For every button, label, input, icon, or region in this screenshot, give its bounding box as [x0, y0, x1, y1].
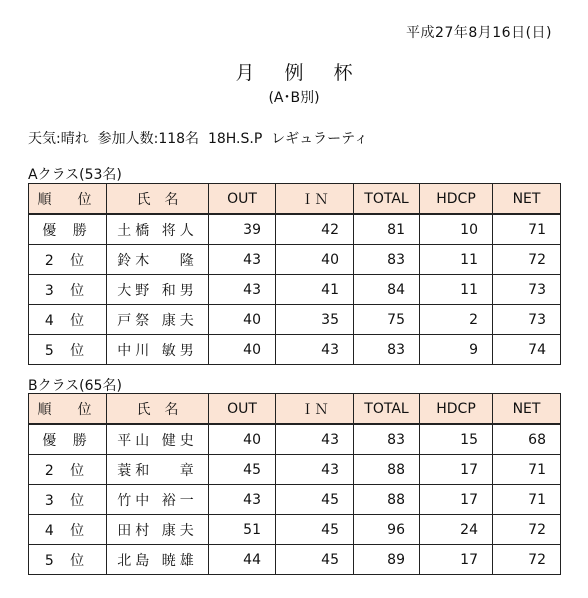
table-row — [29, 424, 561, 455]
in-cell: 40 — [276, 245, 354, 275]
class-a-label: Aクラス(53名) — [28, 167, 122, 183]
total-cell: 83 — [354, 424, 420, 455]
table-row — [29, 545, 561, 575]
class-b-label: Bクラス(65名) — [28, 378, 122, 394]
table-row — [29, 335, 561, 365]
col-out: OUT — [209, 184, 276, 215]
col-in: ＩＮ — [276, 394, 354, 425]
net-cell: 73 — [493, 275, 561, 305]
out-cell: 40 — [209, 424, 276, 455]
name-cell: 北島 暁雄 — [107, 545, 209, 575]
rank-cell: 4 位 — [29, 305, 107, 335]
name-cell: 土橋 将人 — [107, 214, 209, 245]
col-out: OUT — [209, 394, 276, 425]
net-cell: 71 — [493, 455, 561, 485]
rank-cell: 優 勝 — [29, 424, 107, 455]
name-cell: 鈴木 隆 — [107, 245, 209, 275]
in-cell: 41 — [276, 275, 354, 305]
name-cell: 大野 和男 — [107, 275, 209, 305]
class-b-table — [28, 393, 561, 575]
total-cell: 88 — [354, 455, 420, 485]
event-info: 天気:晴れ 参加人数:118名 18H.S.P レギュラーティ — [28, 131, 369, 147]
total-cell: 83 — [354, 335, 420, 365]
col-net: NET — [493, 394, 561, 425]
net-cell: 74 — [493, 335, 561, 365]
hdcp-cell: 15 — [420, 424, 493, 455]
hdcp-cell: 10 — [420, 214, 493, 245]
in-cell: 35 — [276, 305, 354, 335]
hdcp-cell: 11 — [420, 245, 493, 275]
net-cell: 71 — [493, 214, 561, 245]
col-net: NET — [493, 184, 561, 215]
hdcp-cell: 17 — [420, 455, 493, 485]
total-cell: 96 — [354, 515, 420, 545]
table-row — [29, 485, 561, 515]
name-cell: 平山 健史 — [107, 424, 209, 455]
rank-cell: 2 位 — [29, 455, 107, 485]
total-cell: 75 — [354, 305, 420, 335]
out-cell: 40 — [209, 335, 276, 365]
out-cell: 44 — [209, 545, 276, 575]
table-row — [29, 214, 561, 245]
hdcp-cell: 24 — [420, 515, 493, 545]
table-row — [29, 305, 561, 335]
out-cell: 43 — [209, 245, 276, 275]
net-cell: 71 — [493, 485, 561, 515]
in-cell: 43 — [276, 424, 354, 455]
name-cell: 竹中 裕一 — [107, 485, 209, 515]
page-subtitle: (A･B別) — [268, 90, 320, 106]
rank-cell: 2 位 — [29, 245, 107, 275]
col-hdcp: HDCP — [420, 394, 493, 425]
out-cell: 43 — [209, 485, 276, 515]
col-hdcp: HDCP — [420, 184, 493, 215]
name-cell: 戸祭 康夫 — [107, 305, 209, 335]
rank-cell: 4 位 — [29, 515, 107, 545]
col-rank: 順 位 — [29, 184, 107, 215]
header-row — [29, 184, 561, 215]
total-cell: 89 — [354, 545, 420, 575]
hdcp-cell: 9 — [420, 335, 493, 365]
event-date: 平成27年8月16日(日) — [406, 25, 552, 41]
hdcp-cell: 17 — [420, 545, 493, 575]
name-cell: 中川 敏男 — [107, 335, 209, 365]
out-cell: 43 — [209, 275, 276, 305]
total-cell: 84 — [354, 275, 420, 305]
page-title: 月 例 杯 — [235, 62, 365, 84]
rank-cell: 5 位 — [29, 335, 107, 365]
col-total: TOTAL — [354, 184, 420, 215]
table-row — [29, 515, 561, 545]
rank-cell: 優 勝 — [29, 214, 107, 245]
table-row — [29, 275, 561, 305]
hdcp-cell: 17 — [420, 485, 493, 515]
rank-cell: 5 位 — [29, 545, 107, 575]
total-cell: 81 — [354, 214, 420, 245]
out-cell: 40 — [209, 305, 276, 335]
net-cell: 72 — [493, 245, 561, 275]
in-cell: 43 — [276, 335, 354, 365]
in-cell: 45 — [276, 515, 354, 545]
net-cell: 72 — [493, 515, 561, 545]
name-cell: 田村 康夫 — [107, 515, 209, 545]
net-cell: 72 — [493, 545, 561, 575]
table-row — [29, 245, 561, 275]
hdcp-cell: 2 — [420, 305, 493, 335]
col-in: ＩＮ — [276, 184, 354, 215]
in-cell: 42 — [276, 214, 354, 245]
out-cell: 45 — [209, 455, 276, 485]
out-cell: 39 — [209, 214, 276, 245]
net-cell: 68 — [493, 424, 561, 455]
name-cell: 蓑和 章 — [107, 455, 209, 485]
in-cell: 45 — [276, 485, 354, 515]
in-cell: 45 — [276, 545, 354, 575]
table-row — [29, 455, 561, 485]
header-row — [29, 394, 561, 425]
rank-cell: 3 位 — [29, 485, 107, 515]
out-cell: 51 — [209, 515, 276, 545]
total-cell: 88 — [354, 485, 420, 515]
col-total: TOTAL — [354, 394, 420, 425]
col-rank: 順 位 — [29, 394, 107, 425]
total-cell: 83 — [354, 245, 420, 275]
rank-cell: 3 位 — [29, 275, 107, 305]
col-name: 氏 名 — [107, 394, 209, 425]
hdcp-cell: 11 — [420, 275, 493, 305]
in-cell: 43 — [276, 455, 354, 485]
class-a-table — [28, 183, 561, 365]
col-name: 氏 名 — [107, 184, 209, 215]
net-cell: 73 — [493, 305, 561, 335]
